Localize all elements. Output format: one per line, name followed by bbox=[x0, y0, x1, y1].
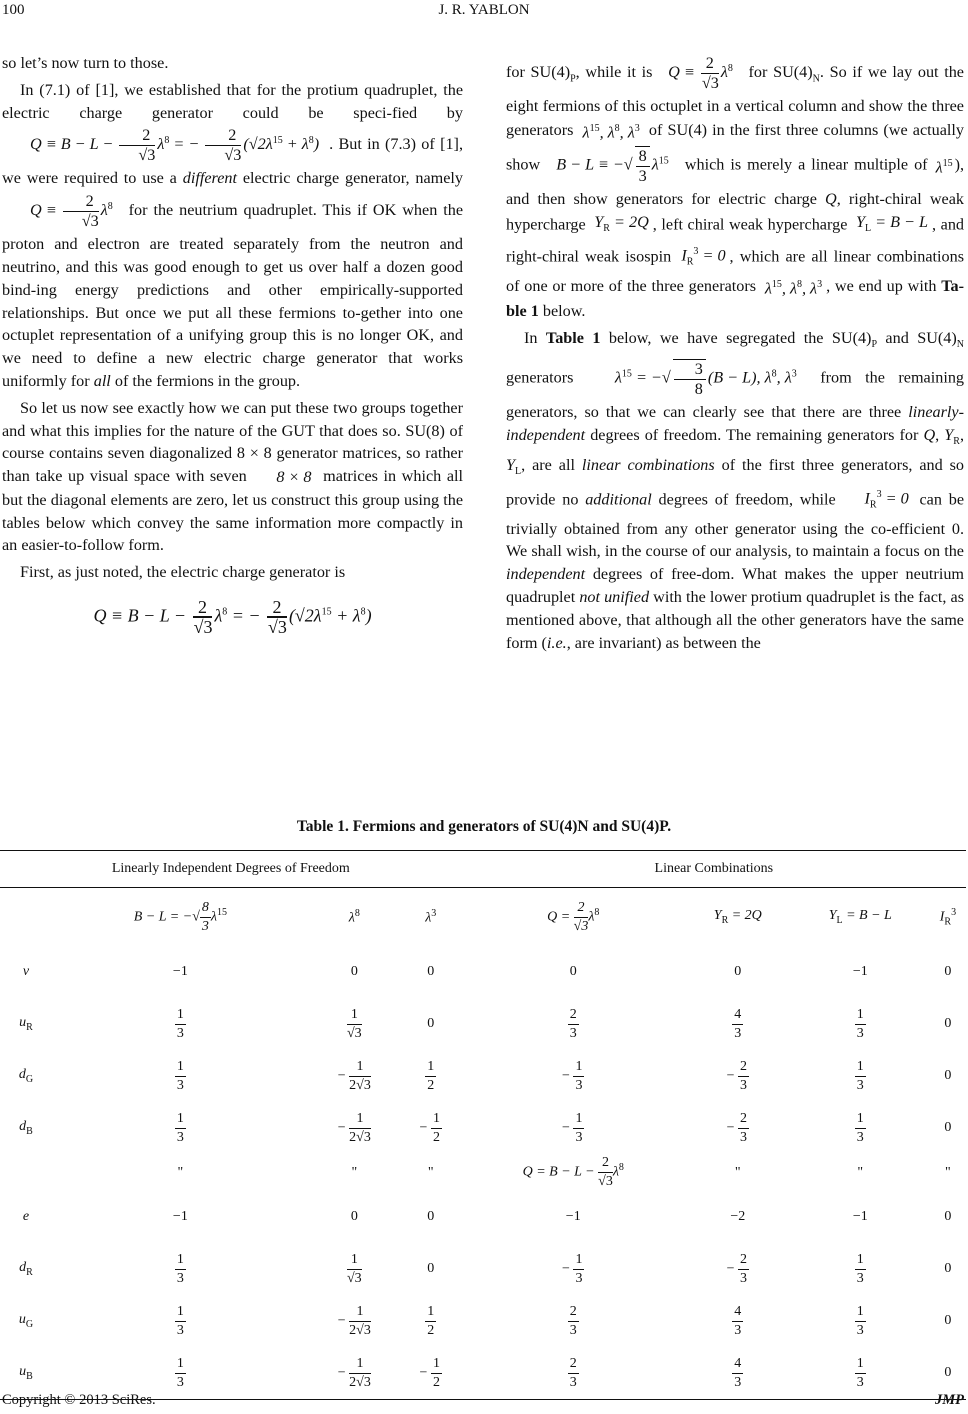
equation: Q ≡ $\frac{2}{√3}$ $\lambda^8$ bbox=[30, 192, 113, 231]
table-cell: $\frac{4}{3}$ bbox=[734, 1006, 742, 1041]
table-cell: 0 bbox=[944, 1068, 952, 1083]
equation: B − L ≡ −√ $\frac{8}{3}$ $\lambda^{15}$ bbox=[556, 146, 669, 185]
table-row bbox=[0, 1243, 966, 1295]
table-cell: " bbox=[177, 1164, 184, 1180]
table-cell: 0 bbox=[427, 964, 435, 979]
table-cell: −1 bbox=[172, 964, 188, 979]
table-cell: − $\frac{2}{3}$ bbox=[726, 1110, 747, 1145]
table-cell: " bbox=[857, 1164, 864, 1180]
table-row bbox=[0, 1154, 966, 1191]
table-cell: − $\frac{1}{3}$ bbox=[562, 1110, 583, 1145]
equation: $Y_R = 2Q$ bbox=[594, 212, 649, 235]
table-cell: −1 bbox=[852, 1209, 868, 1224]
equation: $\lambda^{15}$ = −√ $\frac{3}{8}$ (B − L), $\lambda^8$, $\lambda^3$ bbox=[614, 360, 797, 399]
table-cell: $\frac{1}{√3}$ bbox=[346, 1251, 362, 1286]
table-cell: $\frac{4}{3}$ bbox=[734, 1303, 742, 1338]
table-cell: − $\frac{1}{2}$ bbox=[400, 1347, 462, 1400]
display-equation: Q ≡ B − L − $\frac{2}{√3}$ $\lambda^8$ = − $\frac{2}{√3}$ $(√2\lambda^{15} + \lambda^8)$ bbox=[93, 597, 372, 638]
equation: 8 × 8 bbox=[276, 468, 312, 487]
table-row bbox=[0, 1191, 966, 1243]
table-cell: $\frac{1}{3}$ bbox=[856, 1110, 864, 1145]
row-label: ν bbox=[22, 964, 30, 979]
table-cell: $\frac{1}{3}$ bbox=[176, 1006, 184, 1041]
table-cell: 0 bbox=[427, 1261, 435, 1276]
column-headers bbox=[0, 888, 966, 947]
paragraph: for $SU(4)_P$, while it is Q ≡ $\frac{2}{√3}$ $\lambda^8$ for $SU(4)_N$. So if we lay out the eight fermions of this octuplet in a vertical column and show the three generators $\lambda^{15}$, $\lambda^8$, $\lambda^3$ of SU(4) in the first three columns (we actually show B − L ≡ −√ $\frac{8}{3}$ $\lambda^{15}$ which is merely a linear multiple of $\lambda^{15}$ ), and then show generators for electric charge Q, right-chiral weak hypercharge $Y_R = 2Q$ , left chiral weak hypercharge $Y_L = B - L$ , and right-chiral weak isospin $I_R^3 = 0$ , which are all linear combinations of one or more of the three generators $\lambda^{15}$, $\lambda^8$, $\lambda^3$ , we end up with Ta-ble 1 below. bbox=[506, 54, 965, 321]
table-cell: " bbox=[734, 1164, 741, 1180]
table-cell: Q = B − L − $\frac{2}{√3}$ $\lambda^8$ bbox=[522, 1155, 624, 1189]
equation: $\lambda^{15}$ bbox=[935, 157, 953, 177]
equation: Q ≡ B − L − $\frac{2}{√3}$ $\lambda^8$ = − $\frac{2}{√3}$ $(√2\lambda^{15} + \lambda^8)$ bbox=[30, 126, 320, 165]
copyright: Copyright © 2013 SciRes. bbox=[2, 1392, 156, 1408]
equation: $\lambda^{15}$, $\lambda^8$, $\lambda^3$ bbox=[582, 122, 640, 142]
table-cell: −1 bbox=[565, 1209, 581, 1224]
row-label: $u_R$ bbox=[19, 1015, 33, 1033]
table-cell: $\frac{1}{3}$ bbox=[176, 1110, 184, 1145]
table-cell: $\frac{1}{√3}$ bbox=[346, 1006, 362, 1041]
table-cell: 0 bbox=[427, 1209, 435, 1224]
table-cell: 0 bbox=[944, 1313, 952, 1328]
table-cell: $\frac{1}{3}$ bbox=[176, 1303, 184, 1338]
column-header: $I_R^3$ bbox=[939, 906, 957, 928]
column-header: Q = $\frac{2}{√3}$ $\lambda^8$ bbox=[547, 899, 600, 934]
table-cell: − $\frac{1}{3}$ bbox=[562, 1251, 583, 1286]
table-cell: $\frac{1}{3}$ bbox=[856, 1006, 864, 1041]
table-cell: − $\frac{1}{2√3}$ bbox=[337, 1303, 371, 1338]
table-cell: 0 bbox=[734, 964, 742, 979]
column-header: $Y_L = B - L$ bbox=[828, 908, 892, 926]
table-cell: $\frac{2}{3}$ bbox=[462, 1347, 685, 1400]
table-cell: $\frac{1}{3}$ bbox=[176, 1251, 184, 1286]
table-cell: 0 bbox=[944, 1209, 952, 1224]
equation: $I_R^3 = 0$ bbox=[864, 489, 909, 511]
table-cell: $\frac{1}{2}$ bbox=[427, 1058, 435, 1093]
table-cell: $\frac{4}{3}$ bbox=[685, 1347, 791, 1400]
table-cell: $\frac{1}{2}$ bbox=[427, 1303, 435, 1338]
table-row bbox=[0, 998, 966, 1050]
table-cell: −1 bbox=[852, 964, 868, 979]
row-label bbox=[0, 1154, 52, 1191]
fermion-generator-table bbox=[0, 850, 966, 1400]
paragraph: In (7.1) of [1], we established that for the protium quadruplet, the electric charge generator could be speci-fied by Q ≡ B − L − $\frac{2}{√3}$ $\lambda^8$ = − $\frac{2}{√3}$ $(√2\lambda^{15} + \lambda^8)$ . But in (7.3) of [1], we were required to use a different electric charge generator, namely Q ≡ $\frac{2}{√3}$ $\lambda^8$ for the neutrium quadruplet. This if OK when the proton and electron are treated separately from the neutron and neutrino, and this was good enough to get us over half a dozen good bind-ing energy predictions and other empirically-supported relationships. But once we put all these fermions to-gether into one octuplet representation of a unifying group this is no longer OK, and we need to define a new electric charge generator that works uniformly for all of the fermions in the group. bbox=[2, 80, 464, 390]
table-cell: 0 bbox=[569, 964, 577, 979]
table-cell: $\frac{1}{3}$ bbox=[856, 1058, 864, 1093]
table-cell: − $\frac{1}{2}$ bbox=[419, 1110, 440, 1145]
table-cell: −1 bbox=[172, 1209, 188, 1224]
column-header: B − L = −√ $\frac{8}{3}$ $\lambda^{15}$ bbox=[133, 899, 227, 934]
table-cell: " bbox=[945, 1164, 951, 1180]
table-cell: $\frac{1}{3}$ bbox=[856, 1251, 864, 1286]
table-cell: 0 bbox=[930, 1347, 966, 1400]
table-cell: $\frac{2}{3}$ bbox=[569, 1006, 577, 1041]
table-cell: $\frac{2}{3}$ bbox=[569, 1303, 577, 1338]
table-cell: 0 bbox=[944, 1261, 952, 1276]
left-column bbox=[2, 52, 463, 651]
table-cell: − $\frac{2}{3}$ bbox=[726, 1058, 747, 1093]
journal-name: JMP bbox=[935, 1392, 964, 1408]
table-cell: − $\frac{1}{2√3}$ bbox=[309, 1347, 400, 1400]
table-cell: 0 bbox=[944, 964, 952, 979]
table-cell: − $\frac{1}{2√3}$ bbox=[337, 1058, 371, 1093]
table-cell: " bbox=[351, 1164, 358, 1180]
paragraph: In Table 1 below, we have segregated the $SU(4)_P$ and $SU(4)_N$ generators $\lambda^{15}$ = −√ $\frac{3}{8}$ (B − L), $\lambda^8$, $\lambda^3$ from the remaining generators, so that we can clearly see that there are three linearly-independent degrees of freedom. The remaining generators for Q, $Y_R$, $Y_L$, are all linear combinations of the first three generators, and so provide no additional degrees of freedom, while $I_R^3 = 0$ can be trivially obtained from any other generator using the co-efficient 0. We shall wish, in the course of our analysis, to maintain a focus on the independent degrees of free-dom. What makes the upper neutrium quadruplet not unified with the lower protium quadruplet is the fact, as mentioned above, that although all the other generators have the same form (i.e., are invariant) as between the bbox=[506, 329, 965, 652]
row-label: $d_R$ bbox=[19, 1260, 33, 1278]
table-cell: 0 bbox=[350, 964, 358, 979]
table-cell: −2 bbox=[730, 1209, 746, 1224]
right-column bbox=[506, 52, 964, 654]
row-label: $d_G$ bbox=[18, 1067, 34, 1085]
table-body bbox=[0, 946, 966, 1400]
table-cell: $\frac{1}{3}$ bbox=[791, 1347, 930, 1400]
table-cell: 0 bbox=[944, 1120, 952, 1135]
page-header bbox=[0, 2, 968, 24]
group-header-combinations: Linear Combinations bbox=[462, 851, 966, 888]
table-cell: $\frac{1}{3}$ bbox=[856, 1303, 864, 1338]
table-cell: − $\frac{1}{2√3}$ bbox=[337, 1110, 371, 1145]
table-row bbox=[0, 1102, 966, 1154]
table-row bbox=[0, 1050, 966, 1102]
paragraph: First, as just noted, the electric charge generator is bbox=[20, 563, 346, 582]
row-label: $d_B$ bbox=[19, 1119, 33, 1137]
table-cell: − $\frac{2}{3}$ bbox=[726, 1251, 747, 1286]
row-label: $u_G$ bbox=[18, 1312, 34, 1330]
table-cell: − $\frac{1}{3}$ bbox=[562, 1058, 583, 1093]
column-header: $\lambda^8$ bbox=[348, 907, 360, 926]
paragraph: so let’s now turn to those. bbox=[2, 54, 169, 72]
paragraph: So let us now see exactly how we can put these two groups together and what this implies for the nature of the GUT that does so. SU(8) of course contains seven diagonalized 8 × 8 generator matrices, so rather than take up visual space with seven 8 × 8 matrices in which all but the diagonal elements are zero, let us construct this group using the tables below which convey the same information more compactly in an easier-to-follow form. bbox=[2, 398, 463, 555]
table-row bbox=[0, 946, 966, 998]
equation: $\lambda^{15}$, $\lambda^8$, $\lambda^3$ bbox=[764, 279, 823, 298]
page-number: 100 bbox=[2, 2, 25, 18]
table-cell: $\frac{1}{3}$ bbox=[52, 1347, 309, 1400]
equation: Q ≡ $\frac{2}{√3}$ $\lambda^8$ bbox=[668, 54, 733, 92]
equation: $Y_L = B - L$ bbox=[855, 212, 929, 235]
equation: $I_R^3 = 0$ bbox=[681, 245, 726, 268]
row-label: $u_B$ bbox=[0, 1347, 52, 1400]
running-head: J. R. YABLON bbox=[438, 2, 530, 18]
table-cell: 0 bbox=[944, 1016, 952, 1031]
table-row bbox=[0, 1295, 966, 1347]
table-caption: Table 1. Fermions and generators of SU(4)N and SU(4)P. bbox=[296, 818, 672, 835]
table-cell: $\frac{1}{3}$ bbox=[176, 1058, 184, 1093]
column-header: $Y_R = 2Q$ bbox=[713, 908, 762, 926]
column-header: $\lambda^3$ bbox=[425, 907, 437, 926]
table-cell: 0 bbox=[350, 1209, 358, 1224]
table-cell: " bbox=[427, 1164, 434, 1180]
group-header-independent: Linearly Independent Degrees of Freedom bbox=[0, 851, 462, 888]
table-cell: 0 bbox=[427, 1016, 435, 1031]
row-label: e bbox=[22, 1209, 30, 1224]
